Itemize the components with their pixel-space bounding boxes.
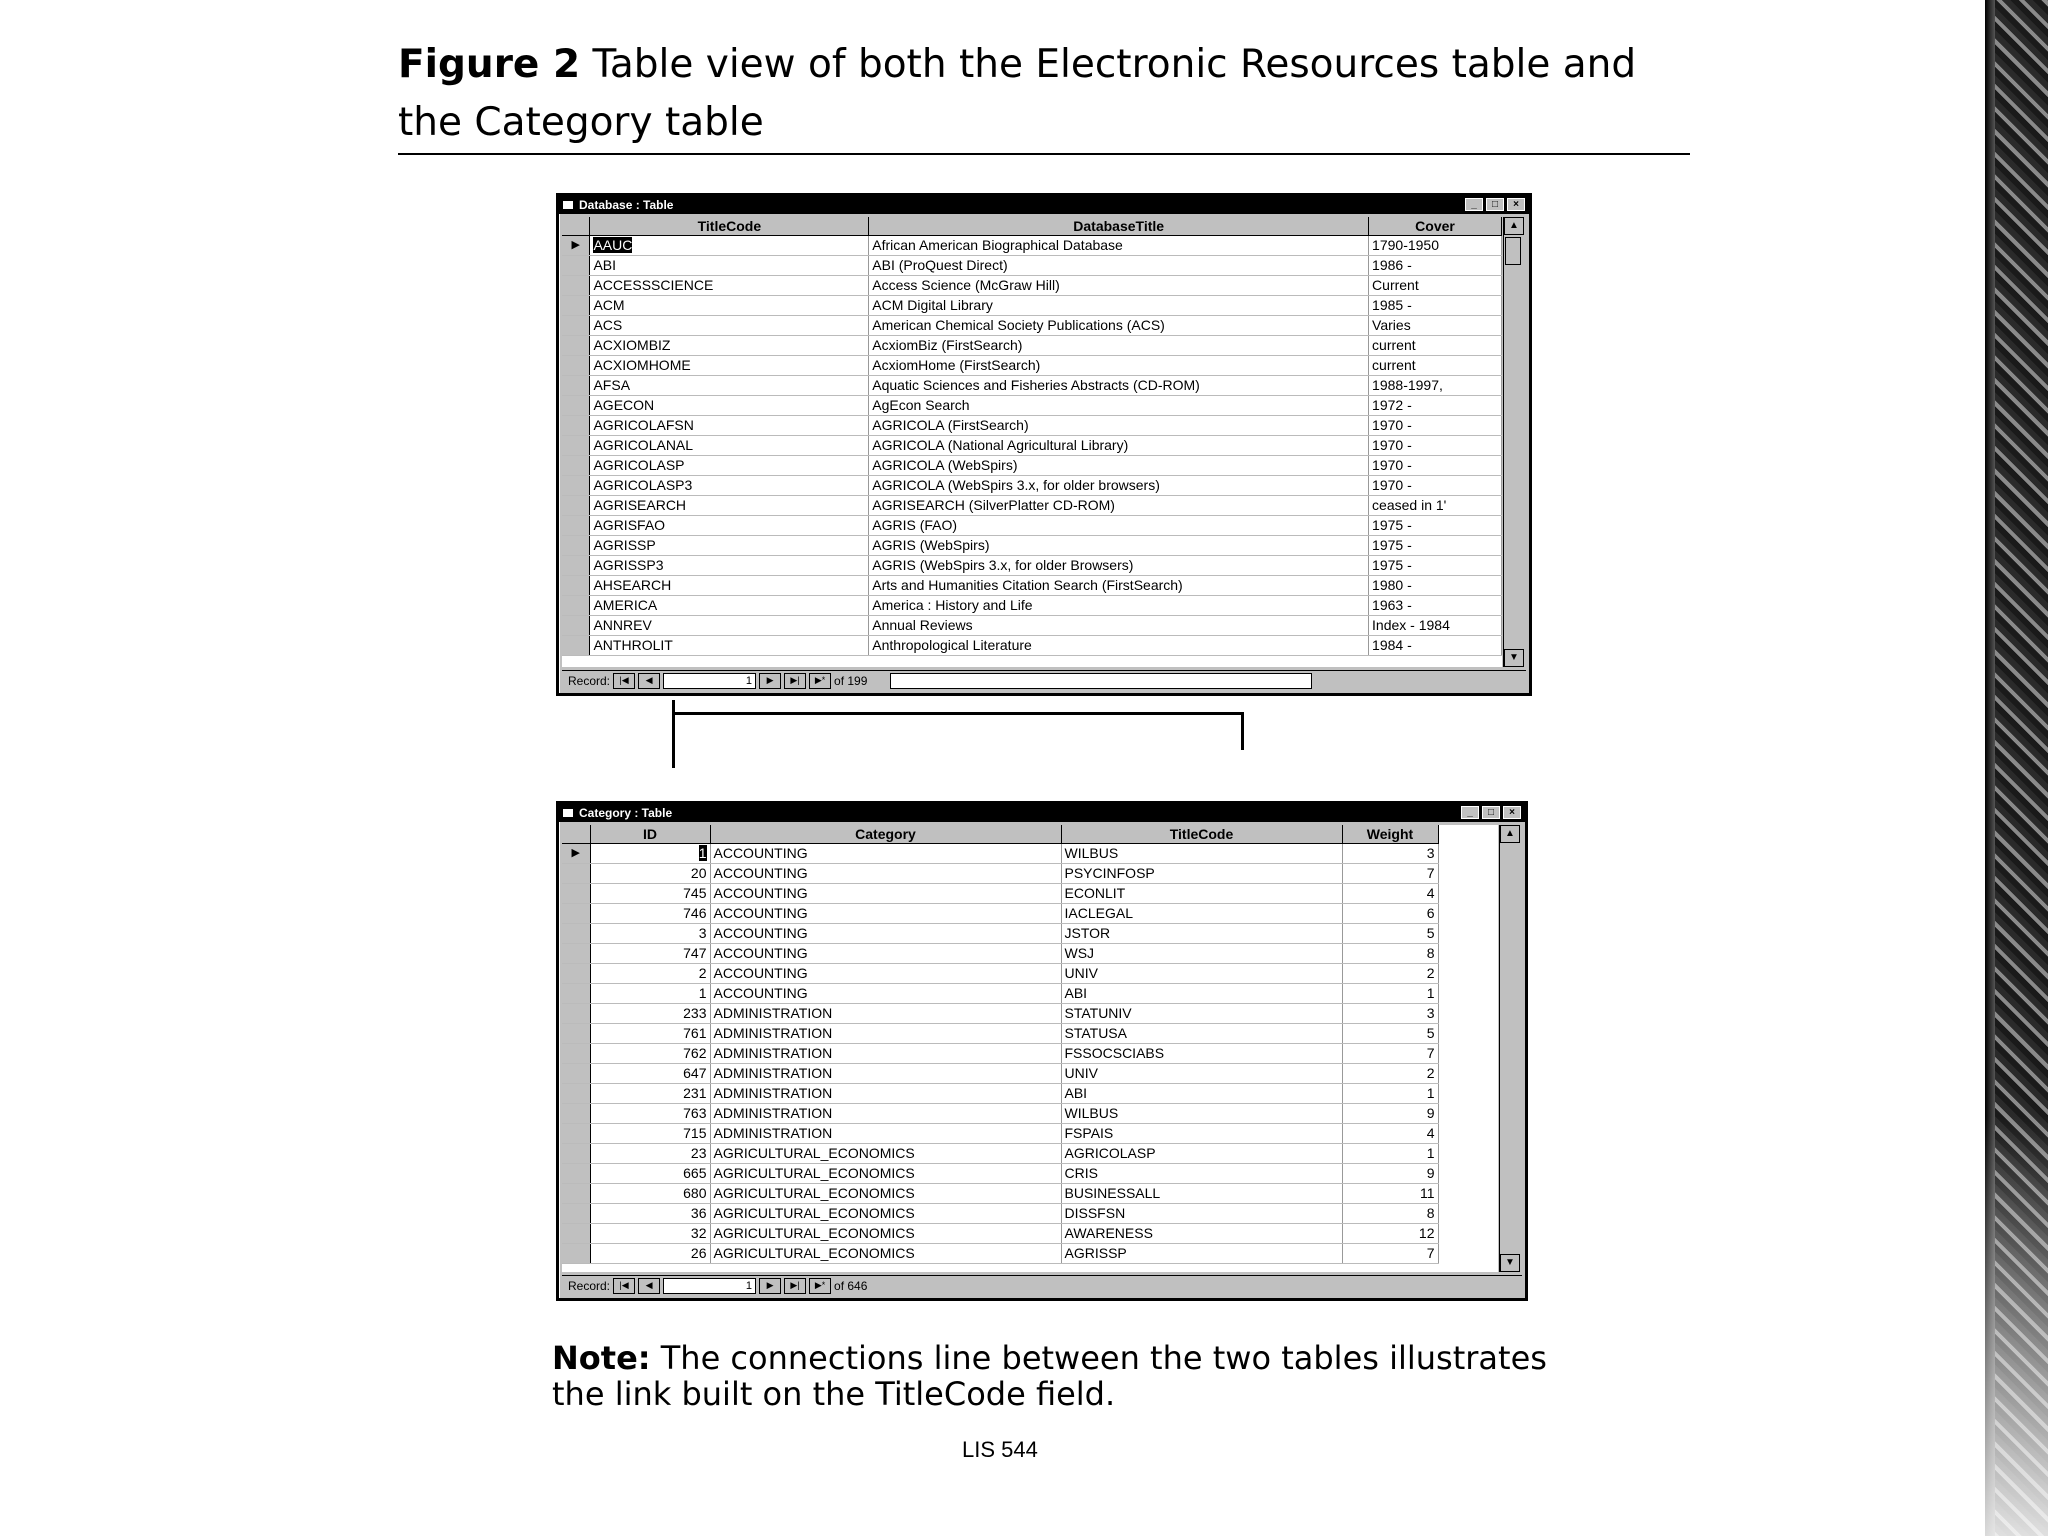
- table-cell[interactable]: 1: [590, 984, 710, 1004]
- table-cell[interactable]: JSTOR: [1061, 924, 1342, 944]
- category-vertical-scrollbar[interactable]: [1499, 825, 1520, 1272]
- table-cell[interactable]: 7: [1342, 864, 1438, 884]
- table-cell[interactable]: current: [1369, 336, 1502, 356]
- table-cell[interactable]: ADMINISTRATION: [710, 1044, 1061, 1064]
- table-cell[interactable]: AGRISEARCH: [590, 496, 869, 516]
- table-cell[interactable]: 4: [1342, 884, 1438, 904]
- table-cell[interactable]: 746: [590, 904, 710, 924]
- row-selector[interactable]: [562, 1104, 590, 1124]
- table-cell[interactable]: Current: [1369, 276, 1502, 296]
- row-selector[interactable]: [562, 556, 590, 576]
- row-selector[interactable]: [562, 1244, 590, 1264]
- table-cell[interactable]: Anthropological Literature: [869, 636, 1369, 656]
- table-cell[interactable]: ACS: [590, 316, 869, 336]
- record-count: of 199: [834, 674, 868, 688]
- database-grid: [562, 217, 1502, 667]
- table-cell[interactable]: 5: [1342, 924, 1438, 944]
- previous-record-button[interactable]: ◀: [638, 673, 660, 689]
- table-cell[interactable]: AcxiomHome (FirstSearch): [869, 356, 1369, 376]
- table-row[interactable]: [562, 496, 1502, 516]
- table-row[interactable]: [562, 1164, 1438, 1184]
- table-cell[interactable]: 1790-1950: [1369, 236, 1502, 256]
- table-cell[interactable]: AGRICULTURAL_ECONOMICS: [710, 1184, 1061, 1204]
- table-row[interactable]: [562, 1004, 1438, 1024]
- table-cell[interactable]: AGRICOLASP3: [590, 476, 869, 496]
- row-selector[interactable]: [562, 356, 590, 376]
- new-record-button[interactable]: ▶*: [809, 673, 831, 689]
- table-cell[interactable]: 2: [1342, 1064, 1438, 1084]
- close-button[interactable]: ×: [1507, 198, 1525, 211]
- row-selector[interactable]: [562, 864, 590, 884]
- table-cell[interactable]: AHSEARCH: [590, 576, 869, 596]
- row-selector[interactable]: [562, 576, 590, 596]
- table-cell[interactable]: 231: [590, 1084, 710, 1104]
- table-cell[interactable]: Arts and Humanities Citation Search (FirstSearch): [869, 576, 1369, 596]
- table-cell[interactable]: 6: [1342, 904, 1438, 924]
- database-window-title: Database : Table: [579, 198, 674, 212]
- window-system-icon[interactable]: [563, 809, 573, 817]
- row-selector[interactable]: [562, 516, 590, 536]
- table-cell[interactable]: African American Biographical Database: [869, 236, 1369, 256]
- table-cell[interactable]: ceased in 1': [1369, 496, 1502, 516]
- row-selector[interactable]: [562, 636, 590, 656]
- row-selector[interactable]: [562, 436, 590, 456]
- row-selector[interactable]: [562, 416, 590, 436]
- table-cell[interactable]: 5: [1342, 1024, 1438, 1044]
- table-row[interactable]: [562, 1224, 1438, 1244]
- table-cell[interactable]: 1986 -: [1369, 256, 1502, 276]
- minimize-button[interactable]: _: [1465, 198, 1483, 211]
- table-cell[interactable]: AGRICULTURAL_ECONOMICS: [710, 1224, 1061, 1244]
- row-selector[interactable]: [562, 256, 590, 276]
- table-row[interactable]: [562, 1184, 1438, 1204]
- row-selector[interactable]: [562, 964, 590, 984]
- table-cell[interactable]: 1975 -: [1369, 556, 1502, 576]
- row-selector[interactable]: [562, 1124, 590, 1144]
- scroll-down-arrow-icon[interactable]: ▼: [1500, 1254, 1520, 1272]
- table-cell[interactable]: AGRISSP: [1061, 1244, 1342, 1264]
- table-cell[interactable]: AGRICOLA (WebSpirs): [869, 456, 1369, 476]
- table-cell[interactable]: 11: [1342, 1184, 1438, 1204]
- table-row[interactable]: [562, 436, 1502, 456]
- decorative-side-strip: [1985, 0, 2048, 1536]
- table-cell[interactable]: 233: [590, 1004, 710, 1024]
- database-table-window: [556, 193, 1532, 696]
- table-cell[interactable]: 763: [590, 1104, 710, 1124]
- row-selector[interactable]: [562, 616, 590, 636]
- record-number-field[interactable]: 1: [663, 673, 756, 689]
- table-cell[interactable]: current: [1369, 356, 1502, 376]
- table-cell[interactable]: ACM: [590, 296, 869, 316]
- connector-right-leg: [1241, 712, 1244, 750]
- table-cell[interactable]: AGRIS (WebSpirs 3.x, for older Browsers): [869, 556, 1369, 576]
- record-label: Record:: [568, 1279, 611, 1293]
- row-selector[interactable]: [562, 984, 590, 1004]
- table-cell[interactable]: IACLEGAL: [1061, 904, 1342, 924]
- table-cell[interactable]: 1: [1342, 1084, 1438, 1104]
- row-selector[interactable]: [562, 1044, 590, 1064]
- table-row[interactable]: [562, 416, 1502, 436]
- row-selector[interactable]: [562, 396, 590, 416]
- table-cell[interactable]: AWARENESS: [1061, 1224, 1342, 1244]
- table-row[interactable]: [562, 456, 1502, 476]
- table-row[interactable]: [562, 236, 1502, 256]
- row-selector[interactable]: ▶: [562, 844, 590, 864]
- close-button[interactable]: ×: [1503, 806, 1521, 819]
- table-cell[interactable]: UNIV: [1061, 1064, 1342, 1084]
- note-text: The connections line between the two tables illustrates the link built on the TitleCode field.: [552, 1339, 1547, 1413]
- table-cell[interactable]: 36: [590, 1204, 710, 1224]
- table-cell[interactable]: STATUNIV: [1061, 1004, 1342, 1024]
- table-cell[interactable]: ACCOUNTING: [710, 884, 1061, 904]
- table-row[interactable]: [562, 1084, 1438, 1104]
- row-selector[interactable]: [562, 496, 590, 516]
- table-cell[interactable]: 3: [590, 924, 710, 944]
- caption-rule: [398, 153, 1690, 155]
- database-datasheet: [562, 217, 1502, 656]
- table-cell[interactable]: Varies: [1369, 316, 1502, 336]
- table-cell[interactable]: ADMINISTRATION: [710, 1024, 1061, 1044]
- table-row[interactable]: [562, 844, 1438, 864]
- row-selector[interactable]: [562, 1084, 590, 1104]
- table-cell[interactable]: 1: [1342, 1144, 1438, 1164]
- table-cell[interactable]: America : History and Life: [869, 596, 1369, 616]
- minimize-button[interactable]: _: [1461, 806, 1479, 819]
- category-grid: [562, 825, 1498, 1272]
- table-cell[interactable]: ECONLIT: [1061, 884, 1342, 904]
- table-cell[interactable]: AGRISSP3: [590, 556, 869, 576]
- window-system-icon[interactable]: [563, 201, 573, 209]
- table-cell[interactable]: 7: [1342, 1044, 1438, 1064]
- row-selector[interactable]: [562, 276, 590, 296]
- table-cell[interactable]: ACCOUNTING: [710, 904, 1061, 924]
- row-selector[interactable]: [562, 596, 590, 616]
- table-cell[interactable]: 1975 -: [1369, 536, 1502, 556]
- scroll-up-arrow-icon[interactable]: ▲: [1500, 825, 1520, 843]
- table-cell[interactable]: CRIS: [1061, 1164, 1342, 1184]
- table-cell[interactable]: 9: [1342, 1164, 1438, 1184]
- table-cell[interactable]: AGRICOLA (WebSpirs 3.x, for older browsers): [869, 476, 1369, 496]
- table-cell[interactable]: WILBUS: [1061, 1104, 1342, 1124]
- table-cell[interactable]: ACCOUNTING: [710, 984, 1061, 1004]
- table-cell[interactable]: AFSA: [590, 376, 869, 396]
- table-cell[interactable]: 1970 -: [1369, 476, 1502, 496]
- table-cell[interactable]: ACCOUNTING: [710, 944, 1061, 964]
- table-row[interactable]: [562, 1024, 1438, 1044]
- table-row[interactable]: [562, 984, 1438, 1004]
- table-cell[interactable]: 3: [1342, 844, 1438, 864]
- table-cell[interactable]: ACCOUNTING: [710, 844, 1061, 864]
- row-selector-header[interactable]: [562, 217, 590, 236]
- table-row[interactable]: [562, 376, 1502, 396]
- selected-cell-text: 1: [698, 845, 707, 861]
- table-cell[interactable]: 1984 -: [1369, 636, 1502, 656]
- table-cell[interactable]: AGRICOLA (National Agricultural Library): [869, 436, 1369, 456]
- table-row[interactable]: [562, 1144, 1438, 1164]
- table-cell[interactable]: 12: [1342, 1224, 1438, 1244]
- figure-caption: [398, 36, 1698, 152]
- table-cell[interactable]: ACXIOMBIZ: [590, 336, 869, 356]
- table-cell[interactable]: AGRIS (FAO): [869, 516, 1369, 536]
- table-cell[interactable]: WSJ: [1061, 944, 1342, 964]
- table-cell[interactable]: 761: [590, 1024, 710, 1044]
- note-label: Note:: [552, 1339, 651, 1377]
- table-cell[interactable]: 715: [590, 1124, 710, 1144]
- row-selector[interactable]: [562, 884, 590, 904]
- next-record-button[interactable]: ▶: [759, 1278, 781, 1294]
- table-cell[interactable]: ADMINISTRATION: [710, 1004, 1061, 1024]
- table-cell[interactable]: 4: [1342, 1124, 1438, 1144]
- row-selector[interactable]: [562, 904, 590, 924]
- row-selector[interactable]: [562, 1024, 590, 1044]
- table-cell[interactable]: AMERICA: [590, 596, 869, 616]
- slide-footer: LIS 544: [962, 1437, 1038, 1462]
- table-cell[interactable]: 9: [1342, 1104, 1438, 1124]
- column-header[interactable]: Cover: [1369, 217, 1502, 236]
- table-cell[interactable]: ACCOUNTING: [710, 864, 1061, 884]
- record-number-field[interactable]: 1: [663, 1278, 756, 1294]
- table-cell[interactable]: 665: [590, 1164, 710, 1184]
- next-record-button[interactable]: ▶: [759, 673, 781, 689]
- row-selector[interactable]: [562, 296, 590, 316]
- first-record-button[interactable]: |◀: [613, 673, 635, 689]
- table-cell[interactable]: 32: [590, 1224, 710, 1244]
- figure-caption-text: Table view of both the Electronic Resources table and the Category table: [398, 42, 1637, 145]
- table-row[interactable]: [562, 516, 1502, 536]
- table-cell[interactable]: 680: [590, 1184, 710, 1204]
- column-header[interactable]: Weight: [1342, 825, 1438, 844]
- table-cell[interactable]: 1970 -: [1369, 416, 1502, 436]
- table-row[interactable]: [562, 476, 1502, 496]
- table-cell[interactable]: ACCOUNTING: [710, 964, 1061, 984]
- category-record-navigator: [562, 1275, 1522, 1296]
- maximize-button[interactable]: □: [1482, 806, 1500, 819]
- table-cell[interactable]: American Chemical Society Publications (ACS): [869, 316, 1369, 336]
- table-cell[interactable]: AGRISFAO: [590, 516, 869, 536]
- table-cell[interactable]: 8: [1342, 1204, 1438, 1224]
- record-label: Record:: [568, 674, 611, 688]
- table-row[interactable]: [562, 636, 1502, 656]
- row-selector[interactable]: [562, 1224, 590, 1244]
- row-selector[interactable]: ▶: [562, 236, 590, 256]
- table-cell[interactable]: 23: [590, 1144, 710, 1164]
- connector-left-leg: [672, 700, 675, 768]
- table-cell[interactable]: UNIV: [1061, 964, 1342, 984]
- category-datasheet: [562, 825, 1439, 1264]
- table-cell[interactable]: PSYCINFOSP: [1061, 864, 1342, 884]
- table-cell[interactable]: STATUSA: [1061, 1024, 1342, 1044]
- table-cell[interactable]: ACM Digital Library: [869, 296, 1369, 316]
- table-cell[interactable]: 7: [1342, 1244, 1438, 1264]
- table-cell[interactable]: ACCOUNTING: [710, 924, 1061, 944]
- table-cell[interactable]: ABI: [590, 256, 869, 276]
- category-window-titlebar: [559, 804, 1525, 822]
- table-cell[interactable]: FSSOCSCIABS: [1061, 1044, 1342, 1064]
- previous-record-button[interactable]: ◀: [638, 1278, 660, 1294]
- table-row[interactable]: [562, 296, 1502, 316]
- table-cell[interactable]: Annual Reviews: [869, 616, 1369, 636]
- table-cell[interactable]: ABI: [1061, 1084, 1342, 1104]
- figure-label: Figure 2: [398, 42, 581, 87]
- table-cell[interactable]: 20: [590, 864, 710, 884]
- table-cell[interactable]: AGRIS (WebSpirs): [869, 536, 1369, 556]
- table-row[interactable]: [562, 576, 1502, 596]
- table-cell[interactable]: Aquatic Sciences and Fisheries Abstracts (CD-ROM): [869, 376, 1369, 396]
- table-cell[interactable]: Access Science (McGraw Hill): [869, 276, 1369, 296]
- table-cell[interactable]: AgEcon Search: [869, 396, 1369, 416]
- column-header[interactable]: TitleCode: [590, 217, 869, 236]
- table-cell[interactable]: 1970 -: [1369, 456, 1502, 476]
- table-cell[interactable]: 3: [1342, 1004, 1438, 1024]
- new-record-button[interactable]: ▶*: [809, 1278, 831, 1294]
- table-cell[interactable]: 1963 -: [1369, 596, 1502, 616]
- row-selector-header[interactable]: [562, 825, 590, 844]
- table-cell[interactable]: WILBUS: [1061, 844, 1342, 864]
- table-cell[interactable]: AGRICULTURAL_ECONOMICS: [710, 1244, 1061, 1264]
- table-cell[interactable]: 745: [590, 884, 710, 904]
- table-row[interactable]: [562, 1044, 1438, 1064]
- table-cell[interactable]: AGRICULTURAL_ECONOMICS: [710, 1164, 1061, 1184]
- row-selector[interactable]: [562, 476, 590, 496]
- table-cell[interactable]: ADMINISTRATION: [710, 1104, 1061, 1124]
- table-cell[interactable]: AGRISSP: [590, 536, 869, 556]
- table-row[interactable]: [562, 256, 1502, 276]
- column-header[interactable]: DatabaseTitle: [869, 217, 1369, 236]
- table-cell[interactable]: 1988-1997,: [1369, 376, 1502, 396]
- category-window-title: Category : Table: [579, 806, 673, 820]
- table-cell[interactable]: ANNREV: [590, 616, 869, 636]
- table-row[interactable]: [562, 1064, 1438, 1084]
- column-header[interactable]: ID: [590, 825, 710, 844]
- row-selector[interactable]: [562, 1144, 590, 1164]
- selected-cell-text: AAUC: [593, 237, 633, 253]
- table-cell[interactable]: ABI: [1061, 984, 1342, 1004]
- scroll-up-arrow-icon[interactable]: ▲: [1504, 217, 1524, 235]
- table-row[interactable]: [562, 884, 1438, 904]
- table-cell[interactable]: [590, 236, 869, 256]
- table-row[interactable]: [562, 336, 1502, 356]
- table-cell[interactable]: 8: [1342, 944, 1438, 964]
- table-cell[interactable]: 762: [590, 1044, 710, 1064]
- table-row[interactable]: [562, 1104, 1438, 1124]
- scroll-down-arrow-icon[interactable]: ▼: [1504, 649, 1524, 667]
- table-cell[interactable]: AGRICULTURAL_ECONOMICS: [710, 1144, 1061, 1164]
- table-cell[interactable]: ACCESSSCIENCE: [590, 276, 869, 296]
- table-cell[interactable]: AcxiomBiz (FirstSearch): [869, 336, 1369, 356]
- table-cell[interactable]: AGECON: [590, 396, 869, 416]
- row-selector[interactable]: [562, 944, 590, 964]
- table-cell[interactable]: DISSFSN: [1061, 1204, 1342, 1224]
- table-cell[interactable]: AGRICOLAFSN: [590, 416, 869, 436]
- row-selector[interactable]: [562, 1064, 590, 1084]
- table-row[interactable]: [562, 944, 1438, 964]
- column-header[interactable]: Category: [710, 825, 1061, 844]
- table-cell[interactable]: 1970 -: [1369, 436, 1502, 456]
- connector-bar: [672, 712, 1244, 715]
- table-cell[interactable]: 647: [590, 1064, 710, 1084]
- table-cell[interactable]: AGRICOLANAL: [590, 436, 869, 456]
- table-row[interactable]: [562, 316, 1502, 336]
- column-header[interactable]: TitleCode: [1061, 825, 1342, 844]
- table-row[interactable]: [562, 924, 1438, 944]
- table-cell[interactable]: AGRICOLA (FirstSearch): [869, 416, 1369, 436]
- last-record-button[interactable]: ▶|: [784, 1278, 806, 1294]
- table-row[interactable]: [562, 864, 1438, 884]
- table-row[interactable]: [562, 1124, 1438, 1144]
- row-selector[interactable]: [562, 1164, 590, 1184]
- table-cell[interactable]: 2: [1342, 964, 1438, 984]
- table-row[interactable]: [562, 556, 1502, 576]
- table-row[interactable]: [562, 276, 1502, 296]
- row-selector[interactable]: [562, 1004, 590, 1024]
- table-cell[interactable]: 2: [590, 964, 710, 984]
- database-vertical-scrollbar[interactable]: [1503, 217, 1524, 667]
- table-cell[interactable]: ADMINISTRATION: [710, 1064, 1061, 1084]
- table-row[interactable]: [562, 904, 1438, 924]
- table-cell[interactable]: 747: [590, 944, 710, 964]
- table-cell[interactable]: ACXIOMHOME: [590, 356, 869, 376]
- table-row[interactable]: [562, 356, 1502, 376]
- row-selector[interactable]: [562, 924, 590, 944]
- table-row[interactable]: [562, 616, 1502, 636]
- table-cell[interactable]: 1972 -: [1369, 396, 1502, 416]
- row-selector[interactable]: [562, 536, 590, 556]
- row-selector[interactable]: [562, 316, 590, 336]
- row-selector[interactable]: [562, 1204, 590, 1224]
- table-cell[interactable]: BUSINESSALL: [1061, 1184, 1342, 1204]
- table-row[interactable]: [562, 536, 1502, 556]
- table-cell[interactable]: 1985 -: [1369, 296, 1502, 316]
- table-cell[interactable]: 26: [590, 1244, 710, 1264]
- row-selector[interactable]: [562, 376, 590, 396]
- category-table-window: [556, 801, 1528, 1301]
- table-cell[interactable]: ANTHROLIT: [590, 636, 869, 656]
- table-row[interactable]: [562, 596, 1502, 616]
- table-cell[interactable]: AGRISEARCH (SilverPlatter CD-ROM): [869, 496, 1369, 516]
- row-selector[interactable]: [562, 1184, 590, 1204]
- record-count: of 646: [834, 1279, 868, 1293]
- table-cell[interactable]: AGRICOLASP: [1061, 1144, 1342, 1164]
- scroll-thumb[interactable]: [1505, 237, 1521, 265]
- table-cell[interactable]: ADMINISTRATION: [710, 1084, 1061, 1104]
- table-cell[interactable]: [590, 844, 710, 864]
- table-cell[interactable]: 1975 -: [1369, 516, 1502, 536]
- horizontal-scrollbar[interactable]: [890, 673, 1312, 689]
- table-cell[interactable]: AGRICULTURAL_ECONOMICS: [710, 1204, 1061, 1224]
- first-record-button[interactable]: |◀: [613, 1278, 635, 1294]
- table-row[interactable]: [562, 964, 1438, 984]
- table-row[interactable]: [562, 396, 1502, 416]
- table-cell[interactable]: ADMINISTRATION: [710, 1124, 1061, 1144]
- database-window-titlebar: [559, 196, 1529, 214]
- last-record-button[interactable]: ▶|: [784, 673, 806, 689]
- table-cell[interactable]: 1980 -: [1369, 576, 1502, 596]
- table-row[interactable]: [562, 1204, 1438, 1224]
- figure-note: [552, 1340, 1552, 1412]
- maximize-button[interactable]: □: [1486, 198, 1504, 211]
- table-cell[interactable]: AGRICOLASP: [590, 456, 869, 476]
- table-row[interactable]: [562, 1244, 1438, 1264]
- table-cell[interactable]: FSPAIS: [1061, 1124, 1342, 1144]
- table-cell[interactable]: 1: [1342, 984, 1438, 1004]
- row-selector[interactable]: [562, 336, 590, 356]
- table-cell[interactable]: ABI (ProQuest Direct): [869, 256, 1369, 276]
- row-selector[interactable]: [562, 456, 590, 476]
- table-cell[interactable]: Index - 1984: [1369, 616, 1502, 636]
- database-record-navigator: [562, 670, 1526, 691]
